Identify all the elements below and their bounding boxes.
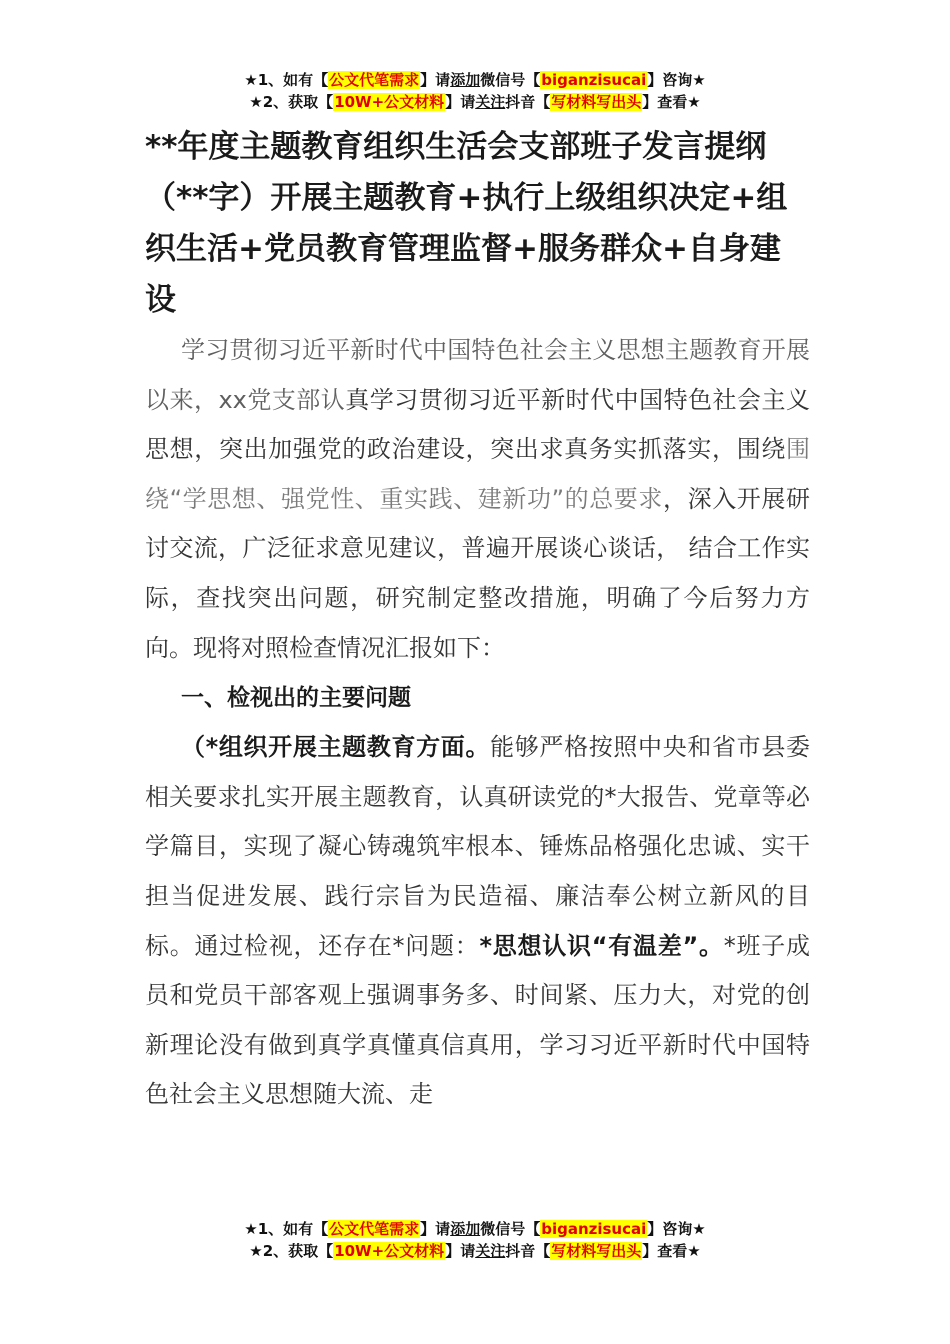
promo-line-2 (0, 91, 950, 113)
paragraph-text: *班子成员和党员干部客观上强调事务多、时间紧、压力大，对党的创新理论没有做到真学真懂真信真用，学习习近平新时代中国特色社会主义思想随大流、走 (145, 931, 811, 1109)
intro-paragraph (145, 326, 810, 673)
section-heading: 一、检视出的主要问题 (181, 685, 411, 712)
promo-text: 】请 (445, 1242, 476, 1260)
promo-underlined-text: 关注 (475, 93, 506, 111)
promo-highlight: 10W+公文材料 (334, 93, 445, 111)
promo-text: 】咨询★ (647, 1220, 706, 1238)
promo-douyin-id: 写材料写出头 (551, 1242, 642, 1260)
promo-wechat-id: biganzisucai (541, 1220, 647, 1238)
intro-text: 围绕“学思想、强党性、重实践、建新功”的总要求 (145, 435, 810, 513)
promo-text: ★2、获取【 (249, 1242, 334, 1260)
promo-header (0, 69, 950, 113)
promo-text: 抖音【 (505, 1242, 551, 1260)
promo-text: 】请 (420, 71, 451, 89)
promo-text: 】咨询★ (647, 71, 706, 89)
paragraph-bold: *思想认识“有温差”。 (479, 931, 724, 960)
document-title: **年度主题教育组织生活会支部班子发言提纲（**字）开展主题教育+执行上级组织决定+组织生活+党员教育管理监督+服务群众+自身建设 (145, 129, 788, 318)
promo-text: 】请 (420, 1220, 451, 1238)
promo-line-1 (0, 1218, 950, 1240)
promo-text: 微信号【 (480, 71, 541, 89)
promo-text: 】查看★ (642, 93, 701, 111)
promo-text: ★2、获取【 (249, 93, 334, 111)
promo-text: 】请 (445, 93, 476, 111)
intro-text: 学习贯彻习近平新时代中国特色社会主义思想主题教育开展以来，xx党支部认 (145, 336, 810, 414)
intro-text: 真学习贯彻习近平新时代中国特色社会主义思想，突出加强党的政治建设，突出求真务实抓落实，围绕 (145, 385, 810, 464)
promo-text: 抖音【 (505, 93, 551, 111)
body-paragraph (145, 723, 810, 1120)
promo-footer (0, 1218, 950, 1262)
promo-douyin-id: 写材料写出头 (551, 93, 642, 111)
promo-text: 】查看★ (642, 1242, 701, 1260)
document-body (145, 122, 810, 1120)
intro-text: ，深入开展研讨交流，广泛征求意见建议，普遍开展谈心谈话， 结合工作实际，查找突出问题，研究制定整改措施，明确了今后努力方向。现将对照检查情况汇报如下： (145, 484, 811, 662)
promo-highlight: 公文代笔需求 (329, 71, 420, 89)
promo-text: ★1、如有【 (244, 1220, 329, 1238)
promo-wechat-id: biganzisucai (541, 71, 647, 89)
promo-text: 微信号【 (480, 1220, 541, 1238)
paragraph-text: 能够严格按照中央和省市县委相关要求扎实开展主题教育，认真研读党的*大报告、党章等必学篇目，实现了凝心铸魂筑牢根本、锤炼品格强化忠诚、实干担当促进发展、践行宗旨为民造福、廉洁奉公树立新风的目标。通过检视，还存在*问题： (145, 733, 810, 960)
promo-underlined-text: 关注 (475, 1242, 506, 1260)
promo-underlined-text: 添加 (450, 1220, 481, 1238)
promo-text: ★1、如有【 (244, 71, 329, 89)
promo-line-2 (0, 1240, 950, 1262)
paragraph-lead: （*组织开展主题教育方面。 (181, 733, 491, 762)
promo-highlight: 10W+公文材料 (334, 1242, 445, 1260)
promo-line-1 (0, 69, 950, 91)
promo-highlight: 公文代笔需求 (329, 1220, 420, 1238)
promo-underlined-text: 添加 (450, 71, 481, 89)
